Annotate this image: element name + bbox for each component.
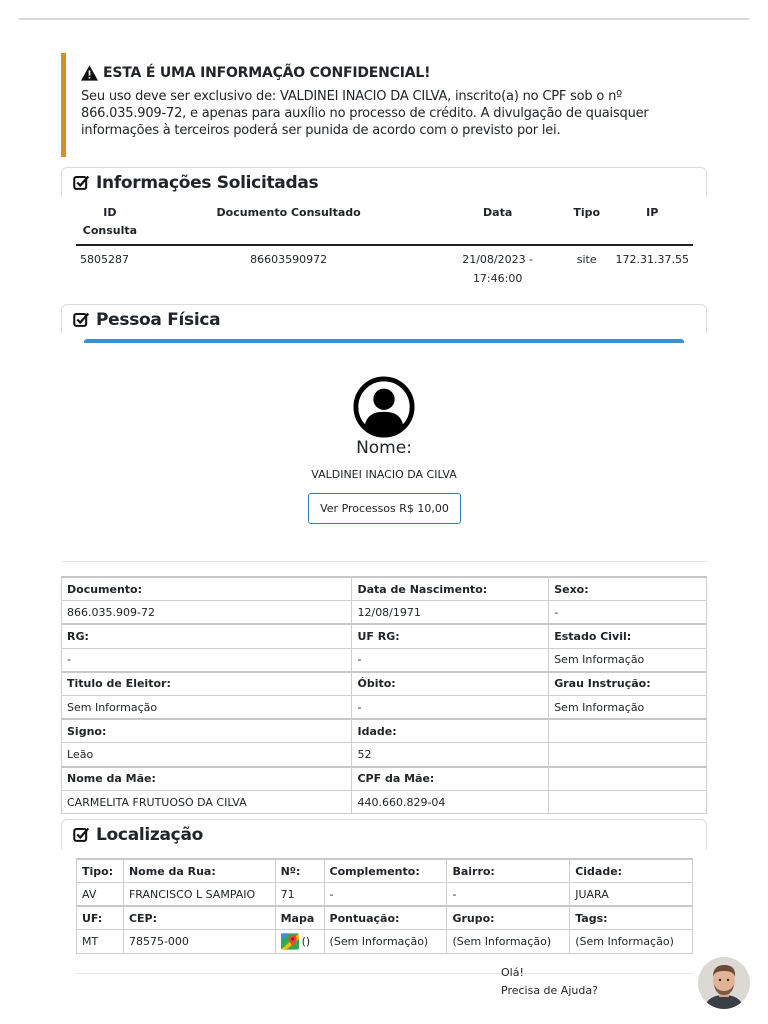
profile-card-accent — [84, 339, 684, 343]
label-rg: RG: — [62, 624, 352, 648]
value-sex: - — [549, 601, 707, 625]
header-date: Data — [433, 202, 561, 245]
cell-id: 5805287 — [80, 253, 129, 266]
cell-type: site — [576, 253, 597, 266]
label-sex: Sexo: — [549, 577, 707, 601]
value-street-type: AV — [77, 883, 124, 907]
value-zip: 78575-000 — [123, 930, 275, 954]
empty-cell — [549, 790, 707, 814]
value-mother-name: CARMELITA FRUTUOSO DA CILVA — [62, 790, 352, 814]
label-state: UF: — [77, 906, 124, 930]
table-row — [62, 743, 707, 767]
label-birth-date: Data de Nascimento: — [352, 577, 549, 601]
table-row — [77, 906, 693, 930]
chat-help-text: Precisa de Ajuda? — [501, 984, 598, 997]
label-complement: Complemento: — [324, 859, 447, 883]
label-number: Nº: — [275, 859, 324, 883]
person-details-table — [61, 576, 707, 814]
label-death: Óbito: — [352, 672, 549, 696]
chat-greeting: Olá! — [501, 966, 524, 979]
label-score: Pontuação: — [324, 906, 447, 930]
table-row — [77, 930, 693, 954]
table-row — [62, 790, 707, 814]
table-row — [62, 577, 707, 601]
alert-body: Seu uso deve ser exclusivo de: VALDINEI INACIO DA CILVA, inscrito(a) no CPF sob o nº 866.035.909-72, e apenas para auxílio no processo de crédito. A divulgação de quaisquer informações à terceiros poderá ser punida de acordo com o previsto por lei. — [81, 89, 649, 138]
chat-prompt[interactable] — [501, 964, 598, 1000]
view-processes-button[interactable]: Ver Processos R$ 10,00 — [308, 493, 461, 524]
confidential-alert — [61, 53, 707, 157]
table-row — [62, 624, 707, 648]
label-uf-rg: UF RG: — [352, 624, 549, 648]
requested-info-table — [76, 202, 693, 292]
warning-icon — [81, 65, 98, 81]
value-mother-cpf: 440.660.829-04 — [352, 790, 549, 814]
label-mother-cpf: CPF da Mãe: — [352, 767, 549, 791]
checkbox-checked-icon — [73, 311, 90, 328]
empty-cell — [549, 743, 707, 767]
value-tags: (Sem Informação) — [570, 930, 693, 954]
value-age: 52 — [352, 743, 549, 767]
value-state: MT — [77, 930, 124, 954]
location-table — [76, 858, 693, 954]
section-title: Pessoa Física — [96, 309, 221, 330]
value-number: 71 — [275, 883, 324, 907]
header-type: Tipo — [562, 202, 612, 245]
footer-divider — [76, 973, 693, 974]
label-street-name: Nome da Rua: — [123, 859, 275, 883]
table-row — [77, 859, 693, 883]
label-street-type: Tipo: — [77, 859, 124, 883]
value-birth-date: 12/08/1971 — [352, 601, 549, 625]
name-value: VALDINEI INACIO DA CILVA — [311, 468, 457, 481]
header-ip: IP — [611, 202, 693, 245]
value-complement: - — [324, 883, 447, 907]
label-sign: Signo: — [62, 719, 352, 743]
label-marital-status: Estado Civil: — [549, 624, 707, 648]
section-title: Localização — [96, 824, 204, 845]
value-document: 866.035.909-72 — [62, 601, 352, 625]
label-mother-name: Nome da Mãe: — [62, 767, 352, 791]
label-voter-id: Titulo de Eleitor: — [62, 672, 352, 696]
label-education: Grau Instrução: — [549, 672, 707, 696]
section-title: Informações Solicitadas — [96, 172, 319, 193]
value-education: Sem Informação — [549, 695, 707, 719]
divider — [62, 561, 707, 562]
header-document: Documento Consultado — [144, 202, 434, 245]
alert-title — [81, 65, 707, 81]
cell-ip: 172.31.37.55 — [615, 253, 689, 266]
google-maps-icon[interactable] — [281, 933, 299, 950]
table-row — [62, 695, 707, 719]
table-row — [76, 245, 693, 292]
section-person — [61, 304, 707, 334]
label-map: Mapa — [275, 906, 324, 930]
top-divider — [18, 18, 750, 22]
value-street-name: FRANCISCO L SAMPAIO — [123, 883, 275, 907]
agent-avatar-image — [698, 957, 750, 1009]
value-score: (Sem Informação) — [324, 930, 447, 954]
label-zip: CEP: — [123, 906, 275, 930]
label-age: Idade: — [352, 719, 549, 743]
value-sign: Leão — [62, 743, 352, 767]
table-row — [62, 648, 707, 672]
table-row — [77, 883, 693, 907]
header-id: ID Consulta — [76, 202, 144, 245]
value-rg: - — [62, 648, 352, 672]
table-row — [62, 672, 707, 696]
chat-agent-avatar[interactable] — [698, 957, 750, 1009]
value-marital-status: Sem Informação — [549, 648, 707, 672]
table-row — [62, 601, 707, 625]
alert-title-text: ESTA É UMA INFORMAÇÃO CONFIDENCIAL! — [103, 65, 431, 81]
section-location — [61, 819, 707, 849]
label-document: Documento: — [62, 577, 352, 601]
value-uf-rg: - — [352, 648, 549, 672]
label-group: Grupo: — [447, 906, 570, 930]
value-group: (Sem Informação) — [447, 930, 570, 954]
cell-date: 21/08/2023 - 17:46:00 — [462, 253, 534, 285]
table-header-row — [76, 202, 693, 245]
section-requested-info — [61, 167, 707, 197]
value-city: JUARA — [570, 883, 693, 907]
value-map — [275, 930, 324, 954]
map-link-text[interactable]: () — [301, 935, 311, 948]
label-tags: Tags: — [570, 906, 693, 930]
empty-cell — [549, 719, 707, 743]
value-voter-id: Sem Informação — [62, 695, 352, 719]
checkbox-checked-icon — [73, 174, 90, 191]
label-city: Cidade: — [570, 859, 693, 883]
table-row — [62, 719, 707, 743]
label-district: Bairro: — [447, 859, 570, 883]
value-death: - — [352, 695, 549, 719]
checkbox-checked-icon — [73, 826, 90, 843]
cell-document: 86603590972 — [250, 253, 328, 266]
user-circle-icon — [352, 376, 416, 438]
value-district: - — [447, 883, 570, 907]
table-row — [62, 767, 707, 791]
empty-cell — [549, 767, 707, 791]
name-label: Nome: — [356, 438, 412, 458]
